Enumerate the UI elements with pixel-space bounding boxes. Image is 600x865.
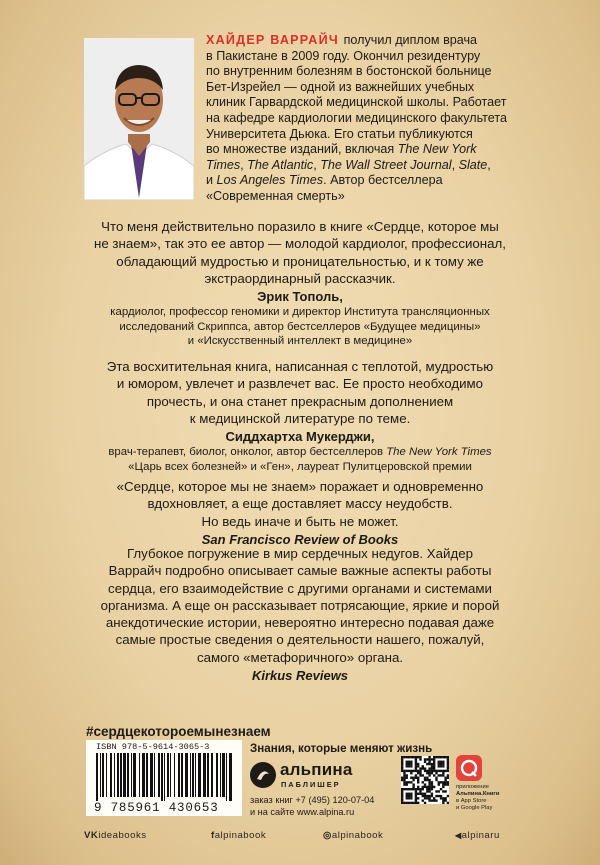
app-line: и Google Play <box>456 805 493 811</box>
text-run: клиник Гарвардской медицинской школы. Работает <box>206 95 507 110</box>
social-telegram[interactable] <box>455 830 500 841</box>
review-quote-sf-review <box>60 478 540 548</box>
isbn-barcode <box>86 740 242 816</box>
alpina-logo-icon <box>250 762 276 788</box>
bio-line <box>206 80 524 96</box>
text-run: , <box>313 157 321 172</box>
quote-line: самые простые сведения о деятельности нашего, пожалуй, <box>115 632 485 648</box>
quote-line: не знаем», так это ее автор — молодой кардиолог, профессионал, <box>94 236 506 252</box>
app-line: в App Store <box>456 798 487 804</box>
order-phone: заказ книг +7 (495) 120-07-04 <box>250 795 375 805</box>
hashtag: #сердцекотороемынезнаем <box>86 724 271 739</box>
social-facebook[interactable] <box>211 830 266 841</box>
social-instagram[interactable] <box>323 830 383 841</box>
bio-line <box>206 127 524 143</box>
quote-source: Kirkus Reviews <box>251 668 349 684</box>
quote-source: Сиддхартха Мукерджи, <box>225 429 375 445</box>
text-run: в Пакистане в 2009 году. Окончил резидентуру <box>206 48 481 63</box>
quote-line: Эта восхитительная книга, написанная с теплотой, мудростью <box>106 359 494 374</box>
text-run: Times <box>206 157 241 172</box>
qr-code-icon <box>401 756 449 804</box>
source-description <box>60 320 540 334</box>
text-run: по внутренним болезням в бостонской больнице <box>206 64 492 79</box>
social-handle: alpinaru <box>461 830 500 841</box>
text-run: The New York Times <box>386 446 492 459</box>
quote-line: к медицинской литературе по теме. <box>189 410 411 426</box>
telegram-icon: ◀ <box>455 831 462 840</box>
text-run: . Автор бестселлера <box>323 173 443 188</box>
quote-line: прочесть, и она станет прекрасным дополнением <box>146 393 454 409</box>
alpina-app-icon[interactable] <box>456 755 482 781</box>
bio-line <box>206 111 524 127</box>
text-run: «Современная смерть» <box>206 188 345 203</box>
publisher-name: альпина <box>280 760 353 779</box>
bio-line <box>206 95 524 111</box>
review-quote-kirkus <box>60 545 540 684</box>
author-portrait-icon <box>84 38 194 200</box>
bio-line <box>206 49 524 65</box>
review-quote-topol <box>60 218 540 348</box>
bio-line <box>206 173 524 189</box>
quote-source: Эрик Тополь, <box>257 289 343 305</box>
order-info <box>250 795 374 818</box>
publisher-logo <box>250 760 353 790</box>
quote-line: обладающий мудростью и проницательностью, и к тому же <box>116 253 484 269</box>
barcode-digits: 9 785961 430653 <box>94 801 219 815</box>
social-vk[interactable] <box>84 830 147 841</box>
quote-line: Что меня действительно поразило в книге «Сердце, которое мы <box>101 219 499 234</box>
text-run: и <box>206 173 217 188</box>
quote-line: организма. А еще он рассказывает потрясающие, яркие и порой <box>100 597 500 613</box>
text-run: The New York <box>397 142 477 157</box>
text-run: получил диплом врача <box>343 33 478 47</box>
text-run: и «Искусственный интеллект в медицине» <box>187 334 413 347</box>
bio-line <box>206 33 524 49</box>
source-description <box>60 460 540 474</box>
app-line: приложение <box>456 784 489 790</box>
social-handle: alpinabook <box>214 830 267 841</box>
quote-line: сердца, его взаимодействие с другими органами и системами <box>108 580 492 596</box>
author-photo <box>84 38 194 200</box>
author-bio <box>206 33 524 205</box>
author-name: ХАЙДЕР ВАРРАЙЧ <box>206 33 344 47</box>
quote-source: San Francisco Review of Books <box>201 531 399 547</box>
text-run: Slate <box>458 157 488 172</box>
quote-line: анекдотические истории, невероятно интересно подавая даже <box>105 615 495 631</box>
publisher-slogan: Знания, которые меняют жизнь <box>250 742 433 755</box>
source-description <box>60 334 540 348</box>
vk-icon: VK <box>84 830 99 841</box>
source-description <box>60 445 540 459</box>
qr-code[interactable] <box>401 756 449 804</box>
text-run: кардиолог, профессор геномики и директор Института трансляционных <box>110 306 490 319</box>
bio-line <box>206 142 524 158</box>
review-quote-mukherjee <box>60 358 540 474</box>
text-run: The Atlantic <box>247 157 314 172</box>
bio-line <box>206 64 524 80</box>
quote-line: самого «метафоричного» органа. <box>196 649 404 665</box>
quote-line: и юмором, увлечет и развлечет вас. Ее просто необходимо <box>116 376 484 392</box>
quote-line: вдохновляет, а еще доставляет массу неудобств. <box>147 496 453 512</box>
text-run: The Wall Street Journal <box>320 157 452 172</box>
text-run: «Царь всех болезней» и «Ген», лауреат Пулитцеровской премии <box>128 460 472 473</box>
quote-line: Но ведь иначе и быть не может. <box>201 513 399 529</box>
text-run: Бет-Изрейел — одной из важнейших учебных <box>206 79 475 94</box>
quote-line: Глубокое погружение в мир сердечных недугов. Хайдер <box>126 546 474 561</box>
bio-line <box>206 158 524 174</box>
social-handle: alpinabook <box>331 830 384 841</box>
text-run: , <box>451 157 459 172</box>
social-handle: ideabooks <box>98 830 147 841</box>
source-description <box>60 305 540 319</box>
quote-line: Варрайч подробно описывает самые важные аспекты работы <box>108 563 492 579</box>
text-run: , <box>240 157 248 172</box>
text-run: на кафедре кардиологии медицинского факультета <box>206 110 508 125</box>
instagram-icon: ◎ <box>323 830 332 841</box>
text-run: исследований Скриппса, автор бестселлеров «Будущее медицины» <box>119 320 481 333</box>
isbn-text: ISBN 978-5-9614-3065-3 <box>96 742 210 752</box>
text-run: Los Angeles Times <box>216 173 324 188</box>
publisher-subtitle: ПАБЛИШЕР <box>281 780 341 789</box>
quote-line: «Сердце, которое мы не знаем» поражает и одновременно <box>116 479 484 494</box>
order-website: и на сайте www.alpina.ru <box>250 806 355 817</box>
app-line: Альпина.Книги <box>456 791 500 797</box>
quote-line: экстраординарный рассказчик. <box>204 270 396 286</box>
text-run: во множестве изданий, включая <box>206 142 398 157</box>
text-run: , <box>487 157 491 172</box>
barcode-icon <box>94 753 234 801</box>
social-links <box>0 830 600 852</box>
facebook-icon: f <box>211 830 215 841</box>
text-run: Университета Дьюка. Его статьи публикуются <box>206 126 473 141</box>
app-promo-text <box>456 784 516 812</box>
text-run: врач-терапевт, биолог, онколог, автор бестселлеров <box>108 446 387 459</box>
bio-line <box>206 189 524 205</box>
